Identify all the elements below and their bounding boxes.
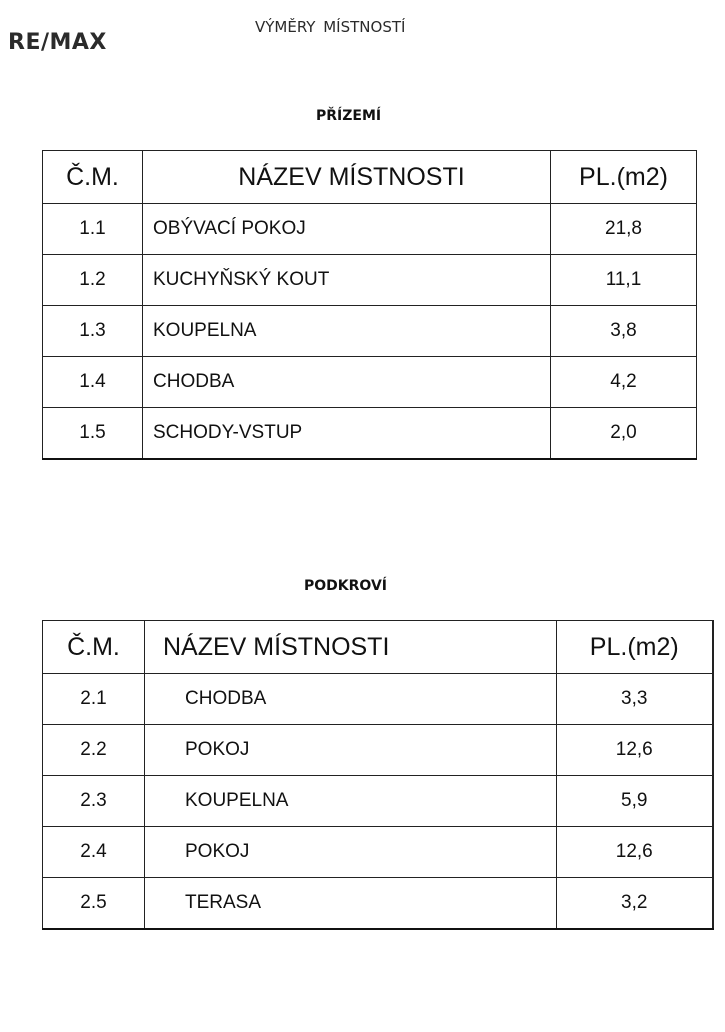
column-header-room-name: NÁZEV MÍSTNOSTI <box>143 151 551 204</box>
room-number: 2.4 <box>43 827 145 878</box>
section-title-attic: PODKROVÍ <box>304 578 387 594</box>
room-name: CHODBA <box>143 357 551 408</box>
room-name: TERASA <box>145 878 557 930</box>
room-number: 1.3 <box>43 306 143 357</box>
room-number: 2.2 <box>43 725 145 776</box>
room-area: 21,8 <box>551 204 697 255</box>
room-area: 12,6 <box>557 725 713 776</box>
table-row <box>43 674 713 725</box>
room-name: CHODBA <box>145 674 557 725</box>
room-area: 3,3 <box>557 674 713 725</box>
room-name: KOUPELNA <box>143 306 551 357</box>
room-name: KOUPELNA <box>145 776 557 827</box>
room-area: 11,1 <box>551 255 697 306</box>
room-number: 2.1 <box>43 674 145 725</box>
table-row <box>43 827 713 878</box>
room-name: OBÝVACÍ POKOJ <box>143 204 551 255</box>
table-row <box>43 776 713 827</box>
room-area: 12,6 <box>557 827 713 878</box>
table-header-row <box>43 151 697 204</box>
table-row <box>43 255 697 306</box>
table-row <box>43 204 697 255</box>
column-header-number: Č.M. <box>43 151 143 204</box>
column-header-room-name: NÁZEV MÍSTNOSTI <box>145 621 557 674</box>
room-number: 1.2 <box>43 255 143 306</box>
ground-floor-rooms-table <box>42 150 697 460</box>
room-area: 3,8 <box>551 306 697 357</box>
room-area: 4,2 <box>551 357 697 408</box>
table-row <box>43 878 713 930</box>
room-area: 5,9 <box>557 776 713 827</box>
column-header-area: PL.(m2) <box>557 621 713 674</box>
table-row <box>43 357 697 408</box>
attic-rooms-table <box>42 620 714 930</box>
room-number: 2.5 <box>43 878 145 930</box>
room-name: SCHODY-VSTUP <box>143 408 551 460</box>
room-number: 1.5 <box>43 408 143 460</box>
room-area: 3,2 <box>557 878 713 930</box>
section-title-ground-floor: PŘÍZEMÍ <box>316 108 382 124</box>
table-row <box>43 306 697 357</box>
room-number: 1.1 <box>43 204 143 255</box>
room-name: KUCHYŇSKÝ KOUT <box>143 255 551 306</box>
table-row <box>43 408 697 460</box>
table-header-row <box>43 621 713 674</box>
column-header-area: PL.(m2) <box>551 151 697 204</box>
room-number: 1.4 <box>43 357 143 408</box>
document-title: VÝMĚRY MÍSTNOSTÍ <box>255 18 406 36</box>
room-name: POKOJ <box>145 725 557 776</box>
room-number: 2.3 <box>43 776 145 827</box>
column-header-number: Č.M. <box>43 621 145 674</box>
room-name: POKOJ <box>145 827 557 878</box>
room-area: 2,0 <box>551 408 697 460</box>
remax-logo: RE/MAX <box>8 30 107 55</box>
table-row <box>43 725 713 776</box>
